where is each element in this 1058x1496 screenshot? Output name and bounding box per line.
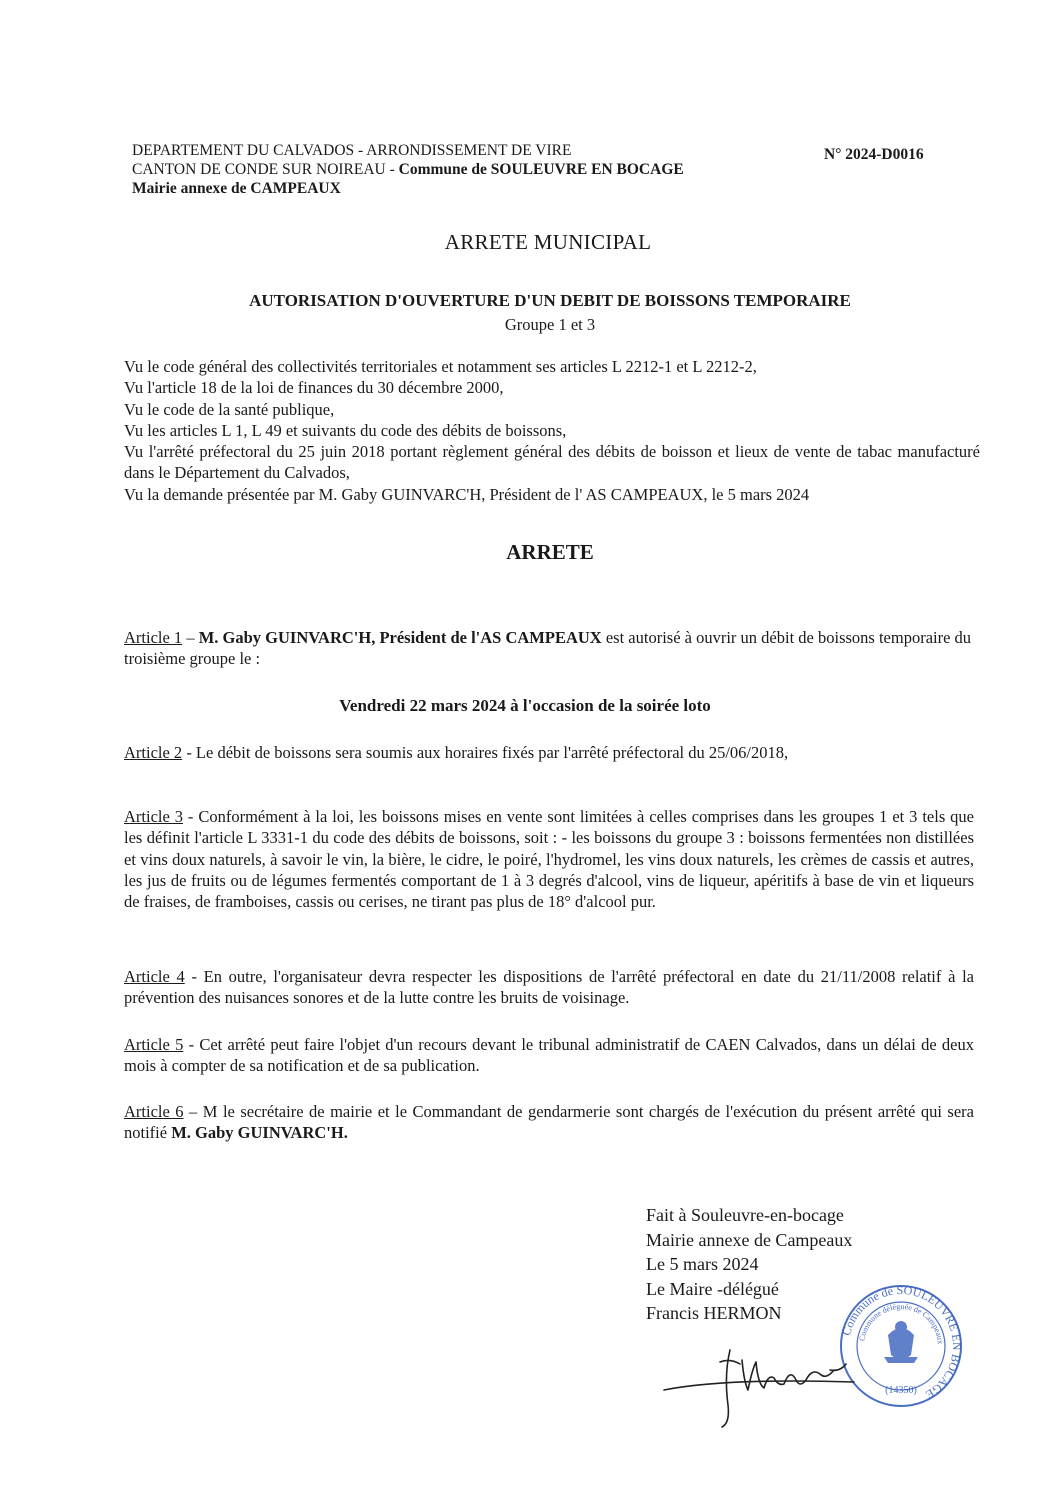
- article-1-text: est autorisé à ouvrir un débit de boissons temporaire du troisième groupe le :: [124, 628, 972, 669]
- header-line-department: DEPARTEMENT DU CALVADOS - ARRONDISSEMENT DE VIRE: [132, 142, 572, 159]
- article-5-text: - Cet arrêté peut faire l'objet d'un recours devant le tribunal administratif de CAEN Calvados, dans un délai de deux mois à compter de sa notification et de sa publication.: [124, 1035, 974, 1076]
- consideration-item: Vu la demande présentée par M. Gaby GUINVARC'H, Président de l' AS CAMPEAUX, le 5 mars 2024: [124, 484, 810, 504]
- article-label: Article 4: [124, 967, 185, 986]
- article-6-text: – M le secrétaire de mairie et le Commandant de gendarmerie sont chargés de l'exécution du présent arrêté qui sera notifié: [124, 1102, 974, 1143]
- stamp-code: (14350): [885, 1385, 917, 1396]
- article-label: Article 3: [124, 807, 183, 826]
- header-mairie: Mairie annexe de CAMPEAUX: [132, 180, 341, 197]
- article-3: [124, 806, 974, 912]
- signature-name: Francis HERMON: [646, 1303, 782, 1323]
- header-block: [132, 141, 812, 198]
- handwritten-signature: [660, 1340, 890, 1430]
- signature-role: Le Maire -délégué: [646, 1278, 779, 1299]
- event-line: Vendredi 22 mars 2024 à l'occasion de la soirée loto: [339, 696, 711, 715]
- arrete-heading: ARRETE: [506, 540, 594, 564]
- article-label: Article 2: [124, 743, 183, 762]
- article-5: [124, 1034, 974, 1077]
- consideration-item: Vu le code de la santé publique,: [124, 399, 335, 419]
- signature-date: Le 5 mars 2024: [646, 1254, 759, 1274]
- header-commune: Commune de SOULEUVRE EN BOCAGE: [398, 161, 684, 178]
- signature-place: Fait à Souleuvre-en-bocage: [646, 1205, 844, 1225]
- article-2-text: - Le débit de boissons sera soumis aux horaires fixés par l'arrêté préfectoral du 25/06/2018,: [182, 743, 789, 762]
- article-separator: –: [182, 628, 199, 647]
- document-number: N° 2024-D0016: [824, 146, 924, 163]
- considerations-list: [124, 356, 980, 505]
- consideration-item: Vu les articles L 1, L 49 et suivants du code des débits de boissons,: [124, 420, 567, 440]
- article-3-text: - Conformément à la loi, les boissons mises en vente sont limitées à celles comprises dans les groupes 1 et 3 tels que les définit l'article L 3331-1 du code des débits de boissons, soit : - les boissons du groupe 3 : boissons fermentées non distillées et vins doux naturels, à savoir le vin, la bière, le cidre, le poiré, l'hydromel, les vins doux naturels, les crèmes de cassis et autres, les jus de fruits ou de légumes fermentés comportant de 1 à 3 degrés d'alcool, vins de liqueur, apéritifs à base de vin et liqueurs de fraises, de framboises, cassis ou cerises, ne tirant pas plus de 18° d'alcool pur.: [124, 807, 975, 912]
- article-6: [124, 1101, 974, 1144]
- consideration-item: Vu l'article 18 de la loi de finances du 30 décembre 2000,: [124, 378, 504, 398]
- stamp-outer-text: Commune de SOULEUVRE EN BOCAGE: [839, 1283, 964, 1402]
- article-label: Article 6: [124, 1102, 184, 1121]
- signature-mairie: Mairie annexe de Campeaux: [646, 1229, 853, 1250]
- article-4: [124, 966, 974, 1009]
- article-1: [124, 627, 974, 670]
- consideration-item: Vu le code général des collectivités territoriales et notamment ses articles L 2212-1 et L 2212-2,: [124, 357, 757, 376]
- article-label: Article 5: [124, 1035, 184, 1054]
- article-6-notified: M. Gaby GUINVARC'H.: [171, 1123, 348, 1143]
- article-2: [124, 742, 974, 763]
- page-title: ARRETE MUNICIPAL: [444, 230, 652, 254]
- article-label: Article 1: [124, 628, 183, 647]
- article-4-text: - En outre, l'organisateur devra respecter les dispositions de l'arrêté préfectoral en date du 21/11/2008 relatif à la prévention des nuisances sonores et de la lutte contre les bruits de voisinage.: [124, 967, 974, 1008]
- header-canton-text: CANTON DE CONDE SUR NOIREAU -: [132, 161, 399, 178]
- stamp-inner-text: Commune déléguée de Campeaux: [857, 1301, 945, 1345]
- article-1-beneficiary: M. Gaby GUINVARC'H, Président de l'AS CAMPEAUX: [198, 628, 602, 647]
- subtitle: AUTORISATION D'OUVERTURE D'UN DEBIT DE BOISSONS TEMPORAIRE: [249, 291, 851, 310]
- group-label: Groupe 1 et 3: [504, 315, 596, 334]
- header-line-canton: [132, 160, 812, 179]
- consideration-item: Vu l'arrêté préfectoral du 25 juin 2018 portant règlement général des débits de boisson et lieux de vente de tabac manufacturé dans le Département du Calvados,: [124, 442, 980, 483]
